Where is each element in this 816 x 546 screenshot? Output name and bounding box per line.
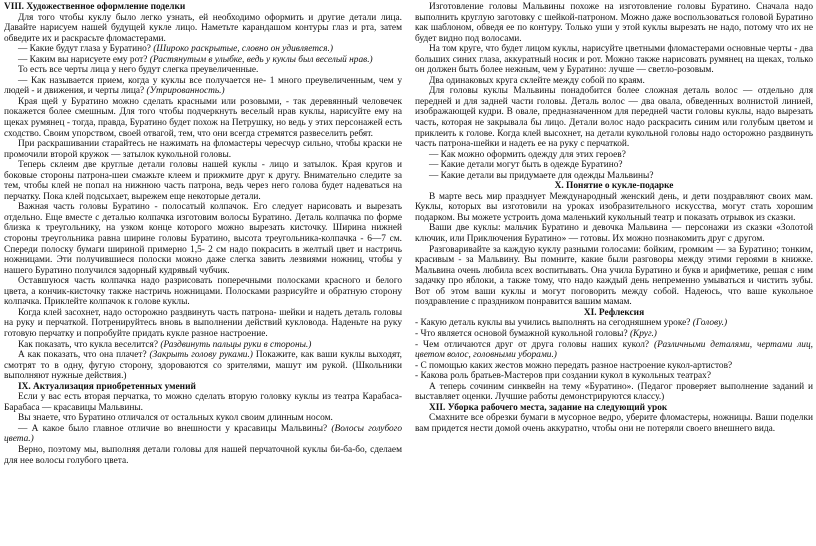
paragraph: Изготовление головы Мальвины похоже на изготовление головы Буратино. Сначала надо выполнить круглую заготовку с шейкой-патроном. Можно даже воспользоваться головой Буратино как шаблоном, обведя ее по контуру. Только уши у этой куклы вырезать не надо, потому что их не будет видно под волосами. xyxy=(415,2,813,44)
paragraph: Два одинаковых круга склейте между собой по краям. xyxy=(429,75,645,86)
answer: (Различными деталями, чертами лиц, цветом волос, головными уборами.) xyxy=(415,339,813,361)
question: — Какие будут глаза у Буратино? (Широко раскрытые, словно он удивляется.) xyxy=(18,44,333,55)
paragraph: При раскрашивании старайтесь не нажимать на фломастеры чересчур сильно, чтобы краски не промочили второй кружок — затылок кукольной головы. xyxy=(4,139,402,160)
question: А как показать, что она плачет? (Закрыть голову руками.) Покажите, как ваши куклы выходят, смотрят то в одну, фугую сторону, здороваются со зрителями, машут им рукой. (Школьники выполняют нужные действия.) xyxy=(4,350,402,382)
right-column xyxy=(415,2,813,434)
paragraph: Оставшуюся часть колпачка надо разрисовать поперечными полосками красного и белого цвета, а кончик-кисточку также настричь ножницами. Полосками разрисуйте и обратную сторону колпачка. Приклейте колпачок к голове куклы. xyxy=(4,276,402,308)
answer: (Голову.) xyxy=(692,318,728,329)
section-12-heading: XII. Уборка рабочего места, задание на следующий урок xyxy=(429,402,668,413)
question: — Как называется прием, когда у куклы все получается не- 1 много преувеличенным, чем у людей - и движения, и черты лица? (Утрированность.) xyxy=(4,75,402,97)
reflection-item: - Какова роль братьев-Мастеров при создании кукол в кукольных театрах? xyxy=(415,371,711,382)
paragraph: Когда клей засохнет, надо осторожно раздвинуть часть патрона- шейки и надеть деталь головы на руку и перчаткой. Потренируйтесь вновь в выполнении действий кукловода. Наденьте на руку готовую перчатку и попробуйте придать кукле разное настроение. xyxy=(4,307,402,339)
left-column xyxy=(4,2,402,466)
section-10-heading: X. Понятие о кукле-подарке xyxy=(554,181,674,192)
paragraph: Вы знаете, что Буратино отличался от остальных кукол своим длинным носом. xyxy=(18,413,333,424)
paragraph: Разговаривайте за каждую куклу разными голосами: бойким, громким — за Буратино; тонким, красивым - за Мальвину. Вы помните, какие были разговоры между этими героями в книжке. Мальвина очень любила всех воспитывать. Она учила Буратино и букв и арифметике, решая с ним задачку про яблоки, а также тому, что надо каждый день непременно умываться и чистить зубы. Вот об этом ваши куклы и могут поговорить между собой. Надеюсь, что ваше кукольное поздравление с праздником понравится вашим мамам. xyxy=(415,244,813,308)
answer: (Круг.) xyxy=(629,328,657,339)
answer: (Широко раскрытые, словно он удивляется.) xyxy=(153,44,333,55)
question: — Каким вы нарисуете ему рот? (Растянутым в улыбке, ведь у куклы был веселый нрав.) xyxy=(18,54,373,65)
question: Как показать, что кукла веселится? (Раздвинуть пальцы руки в стороны.) xyxy=(18,339,312,350)
paragraph: Если у вас есть вторая перчатка, то можно сделать вторую головку куклы из театра Карабаса- Барабаса — красавицы Мальвины. xyxy=(4,392,402,413)
answer: (Раздвинуть пальцы руки в стороны.) xyxy=(160,339,312,350)
reflection-item: - Что является основой бумажной кукольной головы? (Круг.) xyxy=(415,328,657,339)
question: — А какое было главное отличие во внешности у красавицы Мальвины? (Волосы голубого цвета.) xyxy=(4,423,403,445)
answer: (Волосы голубого цвета.) xyxy=(4,423,403,445)
section-9-heading: IX. Актуализация приобретенных умений xyxy=(18,381,196,392)
section-11-heading: XI. Рефлексия xyxy=(583,307,645,318)
paragraph: Смахните все обрезки бумаги в мусорное ведро, уберите фломастеры, ножницы. Ваши поделки вам придется нести домой очень аккуратно, чтобы они не потеряли своего внешнего вида. xyxy=(415,413,813,434)
paragraph: Края щей у Буратино можно сделать красными или розовыми, - так деревянный человечек покажется более смешным. Для того чтобы подчеркнуть веселый нрав куклы, нарисуйте ему на щеках румянец - тогда, правда, Буратино будет похож на Петрушку, но ведь у этих персонажей есть сходство. Своим упорством, своей отвагой, тем, что они всегда стремятся развеселить ребят. xyxy=(4,96,402,139)
question: — Как можно оформить одежду для этих героев? xyxy=(429,149,626,160)
paragraph: А теперь сочиним синквейн на тему «Буратино». (Педагог проверяет выполнение заданий и выставляет оценки. Лучшие работы демонстрируются классу.) xyxy=(415,381,813,403)
question: — Какие детали вы придумаете для одежды Мальвины? xyxy=(429,170,654,181)
paragraph: Теперь склеим две круглые детали головы нашей куклы - лицо и затылок. Края кругов и боковые стороны патрона-шеи смажьте клеем и прижмите друг к другу. Внимательно следите за тем, чтобы клей не попал на нижнюю часть патрона, ведь через него голова будет надеваться на перчатку. Пока клей подсыхает, вырежем еще некоторые детали. xyxy=(4,160,402,202)
answer: (Закрыть голову руками.) xyxy=(149,350,253,361)
question: — Какие детали могут быть в одежде Буратино? xyxy=(429,160,623,171)
answer: (Утрированность.) xyxy=(146,86,225,97)
answer: (Растянутым в улыбке, ведь у куклы был веселый нрав.) xyxy=(149,54,373,65)
reflection-item: - Какую деталь куклы вы учились выполнять на сегодняшнем уроке? (Голову.) xyxy=(415,318,728,329)
section-8-heading: VIII. Художественное оформление поделки xyxy=(4,2,186,12)
paragraph: Для головы куклы Мальвины понадобится более сложная деталь волос — отдельно для передней и для задней части головы. Деталь волос — два овала, обведенных волнистой линией, изображающей кудри. В овале, предназначенном для передней части головы куклы, надо вырезать часть, которая не закрывала бы лицо. Детали волос надо раскрасить синим или голубым цветом и приклеить к голове. Когда клей высохнет, на детали кукольной головы надо осторожно раздвинуть часть патрона-шейки и надеть ее на руку с перчаткой. xyxy=(415,86,813,150)
paragraph: На том круге, что будет лицом куклы, нарисуйте цветными фломастерами основные черты - два больших синих глаза, аккуратный носик и рот. Можно также нарисовать румянец на щеках, только он должен быть более нежным, чем у Буратино: лучше — светло-розовым. xyxy=(415,44,813,76)
paragraph: Для того чтобы куклу было легко узнать, ей необходимо оформить и другие детали лица. Давайте нарисуем нашей будущей кукле лицо. Наметьте карандашом контуры глаз и рта, затем обведите их и раскрасьте фломастерами. xyxy=(4,12,402,44)
reflection-item: - Чем отличаются друг от друга головы наших кукол? (Различными деталями, чертами лиц, цветом волос, головными уборами.) xyxy=(415,339,813,361)
paragraph: Важная часть головы Буратино - полосатый колпачок. Его следует нарисовать и вырезать отдельно. Еще вместе с деталью колпачка изготовим волосы Буратино. Деталь колпачка по форме близка к треугольнику, на узком конце которого можно вырезать кисточку. Ширина нижней стороны треугольника равна ширине головы Буратино, высота треугольника-колпачка - 6—7 см. Спереди полоску бумаги шириной примерно 1,5- 2 см надо покрасить в желтый цвет и настричь ножницами. Эти получившиеся полоски можно даже слегка завить лезвиями ножниц, чтобы у нашего Буратино получился задорный кудрявый чубчик. xyxy=(4,202,402,276)
paragraph: Ваши две куклы: мальчик Буратино и девочка Мальвина — персонажи из сказки «Золотой ключик, или Приключения Буратино» — готовы. Их можно познакомить друг с другом. xyxy=(415,223,813,245)
paragraph: То есть все черты лица у него будут слегка преувеличенные. xyxy=(18,65,259,76)
reflection-item: - С помощью каких жестов можно передать разное настроение кукол-артистов? xyxy=(415,360,733,371)
paragraph: Верно, поэтому мы, выполняя детали головы для нашей перчаточной куклы би-ба-бо, сделаем для нее волосы голубого цвета. xyxy=(4,444,402,466)
paragraph: В марте весь мир празднует Международный женский день, и дети поздравляют своих мам. Куклы, которых вы изготовили на уроках изобразительного искусства, могут стать хорошим подарком. Вы можете устроить дома маленький кукольный театр и показать отрывок из сказки. xyxy=(415,191,813,223)
